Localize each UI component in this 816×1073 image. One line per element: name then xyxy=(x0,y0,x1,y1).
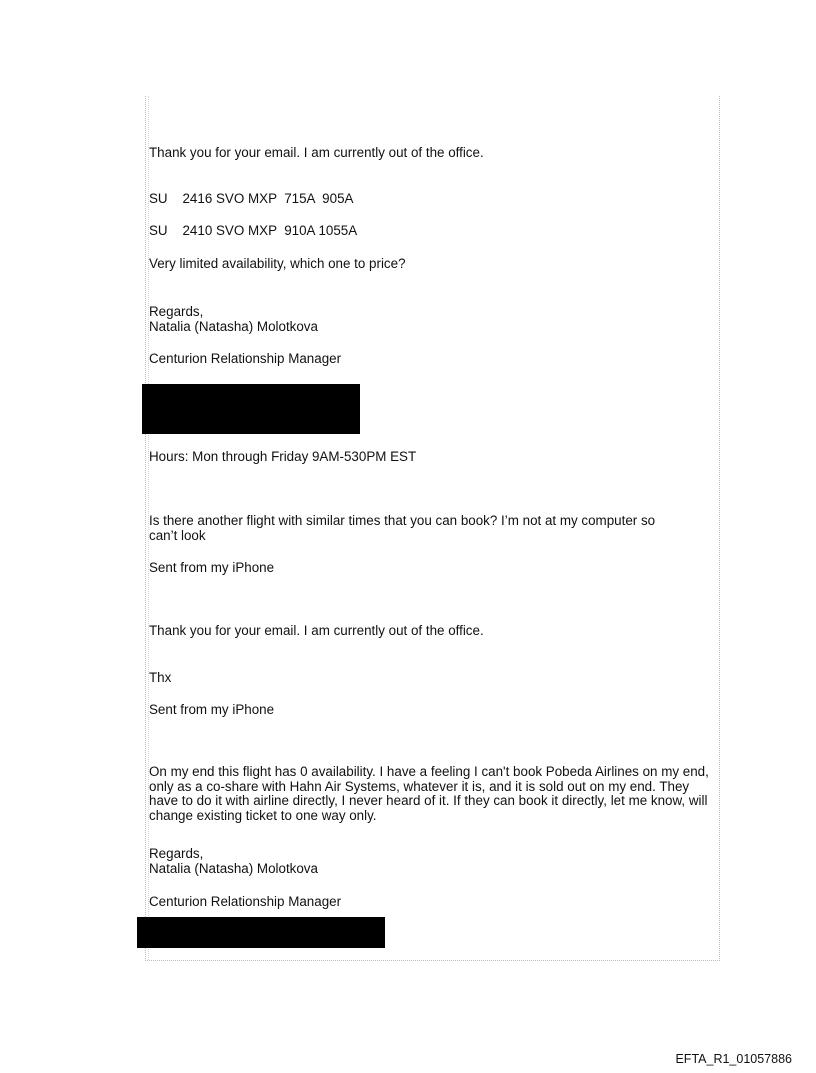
flight-option-2: SU 2410 SVO MXP 910A 1055A xyxy=(149,223,358,238)
signature-name-2: Natalia (Natasha) Molotkova xyxy=(149,861,318,876)
office-hours: Hours: Mon through Friday 9AM-530PM EST xyxy=(149,449,417,464)
thanks-message: Thx xyxy=(149,670,172,685)
out-of-office-message-2: Thank you for your email. I am currently out of the office. xyxy=(149,623,484,638)
redaction-block-1 xyxy=(142,384,360,434)
flight-request-line-1: Is there another flight with similar times that you can book? I’m not at my computer so xyxy=(149,513,656,528)
sent-from-iphone-1: Sent from my iPhone xyxy=(149,560,275,575)
regards-2: Regards, xyxy=(149,846,204,861)
signature-name-1: Natalia (Natasha) Molotkova xyxy=(149,319,318,334)
signature-title-2: Centurion Relationship Manager xyxy=(149,894,342,909)
sent-from-iphone-2: Sent from my iPhone xyxy=(149,702,275,717)
document-id: EFTA_R1_01057886 xyxy=(675,1052,792,1066)
regards-1: Regards, xyxy=(149,304,204,319)
signature-title-1: Centurion Relationship Manager xyxy=(149,351,342,366)
availability-reply: On my end this flight has 0 availability. I have a feeling I can't book Pobeda Airlines on my end, only as a co-share with Hahn Air Systems, whatever it is, and it is sold out on my end. They have to do it with airline directly, I never heard of it. If they can book it directly, let me know, will change existing ticket to one way only. xyxy=(149,764,709,823)
flight-request-line-2: can’t look xyxy=(149,528,206,543)
redaction-block-2 xyxy=(137,917,385,948)
flight-option-1: SU 2416 SVO MXP 715A 905A xyxy=(149,191,354,206)
out-of-office-message-1: Thank you for your email. I am currently out of the office. xyxy=(149,145,484,160)
availability-question: Very limited availability, which one to price? xyxy=(149,256,406,271)
